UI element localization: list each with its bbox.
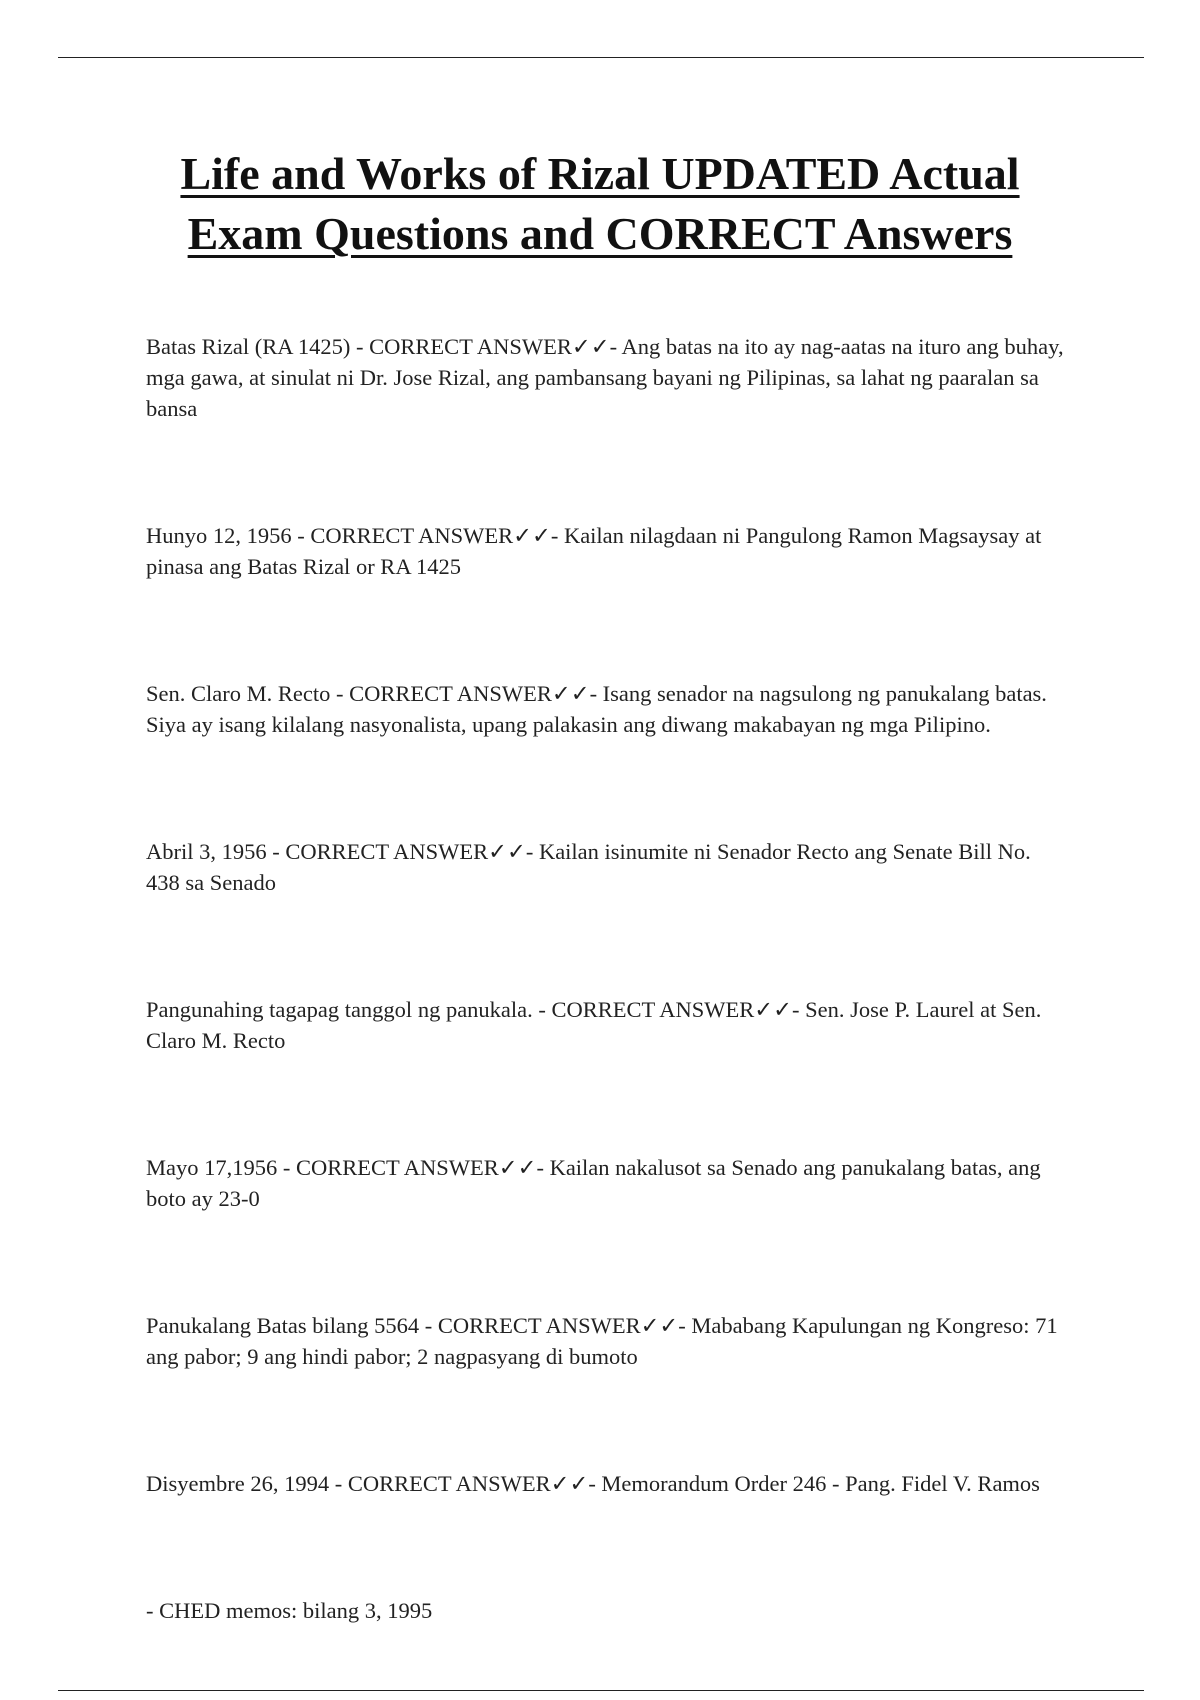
entry-answer: - Sen. Jose P. Laurel at Sen. Claro M. Recto	[146, 997, 1042, 1053]
qa-entry	[146, 520, 1066, 582]
qa-entry	[146, 836, 1066, 898]
entry-term: Pangunahing tagapag tanggol ng panukala.	[146, 997, 533, 1022]
entry-separator: -	[291, 523, 311, 548]
qa-entry	[146, 1595, 1066, 1626]
entry-term: Batas Rizal (RA 1425)	[146, 334, 351, 359]
qa-entry	[146, 1152, 1066, 1214]
entry-answer: - Kailan nilagdaan ni Pangulong Ramon Magsaysay at pinasa ang Batas Rizal or RA 1425	[146, 523, 1042, 579]
qa-list	[146, 331, 1066, 1626]
entry-answer: - CHED memos: bilang 3, 1995	[146, 1598, 433, 1623]
title-line-2: Exam Questions and CORRECT Answers	[187, 208, 1013, 259]
qa-entry	[146, 678, 1066, 740]
correct-answer-marker: CORRECT ANSWER✓✓	[551, 997, 792, 1022]
correct-answer-marker: CORRECT ANSWER✓✓	[347, 1471, 589, 1496]
correct-answer-marker: CORRECT ANSWER✓✓	[285, 839, 526, 864]
correct-answer-marker: CORRECT ANSWER✓✓	[437, 1313, 679, 1338]
entry-separator: -	[329, 1471, 348, 1496]
entry-answer: - Memorandum Order 246 - Pang. Fidel V. Ramos	[588, 1471, 1040, 1496]
entry-answer: - Kailan nakalusot sa Senado ang panukalang batas, ang boto ay 23-0	[146, 1155, 1041, 1211]
correct-answer-marker: CORRECT ANSWER✓✓	[296, 1155, 537, 1180]
entry-separator: -	[419, 1313, 438, 1338]
entry-term: Disyembre 26, 1994	[146, 1471, 330, 1496]
title-line-1: Life and Works of Rizal UPDATED Actual	[180, 148, 1020, 199]
entry-answer: - Mababang Kapulungan ng Kongreso: 71 ang pabor; 9 ang hindi pabor; 2 nagpasyang di bumoto	[146, 1313, 1058, 1369]
entry-separator: -	[532, 997, 552, 1022]
top-rule	[58, 57, 1144, 58]
qa-entry	[146, 994, 1066, 1056]
entry-term: Panukalang Batas bilang 5564	[146, 1313, 420, 1338]
entry-answer: - Isang senador na nagsulong ng panukalang batas. Siya ay isang kilalang nasyonalista, upang palakasin ang diwang makabayan ng mga Pilipino.	[146, 681, 1047, 737]
entry-term: Hunyo 12, 1956	[146, 523, 292, 548]
entry-answer: - Ang batas na ito ay nag-aatas na ituro ang buhay, mga gawa, at sinulat ni Dr. Jose Rizal, ang pambansang bayani ng Pilipinas, sa lahat ng paaralan sa bansa	[146, 334, 1064, 421]
qa-entry	[146, 1468, 1066, 1499]
correct-answer-marker: CORRECT ANSWER✓✓	[369, 334, 610, 359]
bottom-rule	[58, 1690, 1144, 1691]
entry-term: Mayo 17,1956	[146, 1155, 278, 1180]
entry-term: Sen. Claro M. Recto	[146, 681, 331, 706]
entry-separator: -	[350, 334, 370, 359]
document-title	[60, 144, 1140, 264]
entry-term: Abril 3, 1956	[146, 839, 267, 864]
correct-answer-marker: CORRECT ANSWER✓✓	[349, 681, 590, 706]
qa-entry	[146, 1310, 1066, 1372]
entry-separator: -	[330, 681, 350, 706]
qa-entry	[146, 331, 1066, 424]
entry-answer: - Kailan isinumite ni Senador Recto ang Senate Bill No. 438 sa Senado	[146, 839, 1031, 895]
entry-separator: -	[266, 839, 286, 864]
correct-answer-marker: CORRECT ANSWER✓✓	[310, 523, 551, 548]
entry-separator: -	[277, 1155, 296, 1180]
